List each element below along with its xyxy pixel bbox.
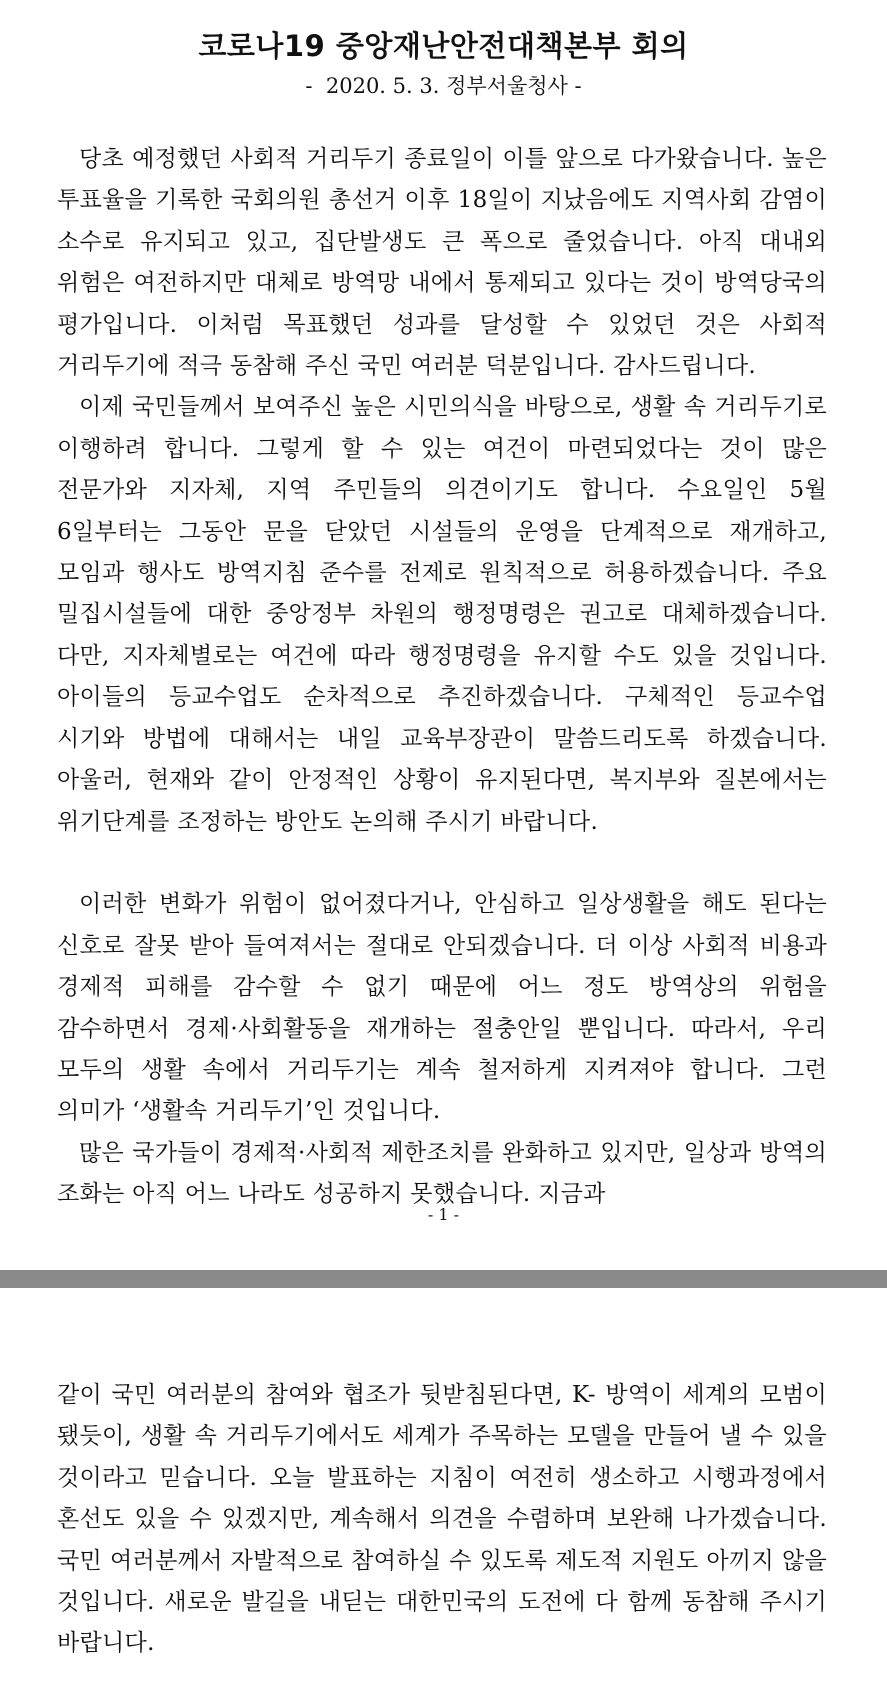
paragraph-1: 당초 예정했던 사회적 거리두기 종료일이 이틀 앞으로 다가왔습니다. 높은 투표율을 기록한 국회의원 총선거 이후 18일이 지났음에도 지역사회 감염이 소수로 유지되고 있고, 집단발생도 큰 폭으로 줄었습니다. 아직 대내외 위험은 여전하지만 대체로 방역망 내에서 통제되고 있다는 것이 방역당국의 평가입니다. 이처럼 목표했던 성과를 달성할 수 있었던 것은 사회적 거리두기에 적극 동참해 주신 국민 여러분 덕분입니다. 감사드립니다.: [57, 146, 827, 380]
paragraph-4: 많은 국가들이 경제적·사회적 제한조치를 완화하고 있지만, 일상과 방역의 조화는 아직 어느 나라도 성공하지 못했습니다. 지금과: [57, 1139, 827, 1208]
paragraph-spacer: [57, 843, 827, 884]
document-title: 코로나19 중앙재난안전대책본부 회의: [198, 29, 689, 63]
page-number: - 1 -: [427, 1205, 460, 1224]
page-divider: [0, 1270, 887, 1288]
page-1-body: [57, 139, 827, 1216]
paragraph-3: 이러한 변화가 위험이 없어졌다거나, 안심하고 일상생활을 해도 된다는 신호로 잘못 받아 들여져서는 절대로 안되겠습니다. 더 이상 사회적 비용과 경제적 피해를 감수할 수 없기 때문에 어느 정도 방역상의 위험을 감수하면서 경제·사회활동을 재개하는 절충안일 뿐입니다. 따라서, 우리 모두의 생활 속에서 거리두기는 계속 철저하게 지켜져야 합니다. 그런 의미가 ‘생활속 거리두기’인 것입니다.: [57, 891, 827, 1125]
page-2-body: [57, 1375, 827, 1665]
document-subtitle: - 2020. 5. 3. 정부서울청사 -: [305, 74, 582, 98]
paragraph-2: 이제 국민들께서 보여주신 높은 시민의식을 바탕으로, 생활 속 거리두기로 이행하려 합니다. 그렇게 할 수 있는 여건이 마련되었다는 것이 많은 전문가와 지자체, 지역 주민들의 의견이기도 합니다. 수요일인 5월 6일부터는 그동안 문을 닫았던 시설들의 운영을 단계적으로 재개하고, 모임과 행사도 방역지침 준수를 전제로 원칙적으로 허용하겠습니다. 주요 밀집시설들에 대한 중앙정부 차원의 행정명령은 권고로 대체하겠습니다. 다만, 지자체별로는 여건에 따라 행정명령을 유지할 수도 있을 것입니다. 아이들의 등교수업도 순차적으로 추진하겠습니다. 구체적인 등교수업 시기와 방법에 대해서는 내일 교육부장관이 말씀드리도록 하겠습니다. 아울러, 현재와 같이 안정적인 상황이 유지된다면, 복지부와 질본에서는 위기단계를 조정하는 방안도 논의해 주시기 바랍니다.: [57, 394, 827, 835]
paragraph-4-continued: 같이 국민 여러분의 참여와 협조가 뒷받침된다면, K- 방역이 세계의 모범이 됐듯이, 생활 속 거리두기에서도 세계가 주목하는 모델을 만들어 낼 수 있을 것이라고 믿습니다. 오늘 발표하는 지침이 여전히 생소하고 시행과정에서 혼선도 있을 수 있겠지만, 계속해서 의견을 수렴하며 보완해 나가겠습니다. 국민 여러분께서 자발적으로 참여하실 수 있도록 제도적 지원도 아끼지 않을 것입니다. 새로운 발길을 내딛는 대한민국의 도전에 다 함께 동참해 주시기 바랍니다.: [57, 1382, 827, 1657]
